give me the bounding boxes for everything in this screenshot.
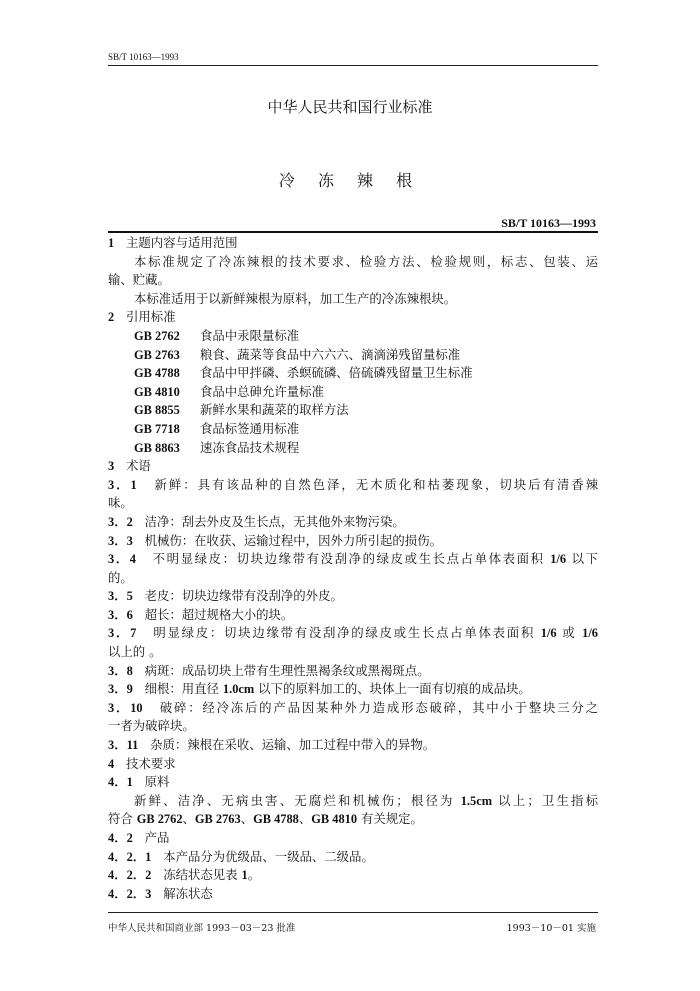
footer-approval: 中华人民共和国商业部 1993－03－23 批准 (108, 923, 296, 934)
header-code: SB/T 10163—1993 (108, 52, 179, 62)
section-4-2-2: 4．2．2 冻结状态见表 1。 (108, 867, 261, 883)
reference-item: GB 8863 速冻食品技术规程 (134, 439, 300, 455)
section-4-1-para: 新鲜、洁净、无病虫害、无腐烂和机械伤；根径为 1.5cm 以上；卫生指标 (134, 792, 598, 808)
section-4-2-heading: 4．2 产品 (108, 830, 170, 845)
term-3-6: 3．6 超长：超过规格大小的块。 (108, 606, 294, 622)
standard-number: SB/T 10163—1993 (501, 216, 596, 230)
term-3-1: 3．1 新鲜：具有该品种的自然色泽，无木质化和枯萎现象，切块后有清香辣 (108, 476, 599, 492)
reference-item: GB 4810 食品中总砷允许量标准 (134, 383, 324, 399)
section-4-2-1: 4．2．1 本产品分为优级品、一级品、二级品。 (108, 848, 374, 864)
term-3-2: 3．2 洁净：刮去外皮及生长点，无其他外来物污染。 (108, 513, 405, 529)
reference-item: GB 8855 新鲜水果和蔬菜的取样方法 (134, 402, 349, 418)
term-3-9: 3．9 细根：用直径 1.0cm 以下的原料加工的、块体上一面有切痕的成品块。 (108, 681, 531, 697)
term-3-5: 3．5 老皮：切块边缘带有没刮净的外皮。 (108, 588, 343, 604)
title-rule (108, 231, 598, 233)
footer-implementation: 1993－10－01 实施 (506, 923, 596, 934)
reference-item: GB 4788 食品中甲拌磷、杀螟硫磷、倍硫磷残留量卫生标准 (134, 365, 473, 381)
header-rule (108, 65, 598, 66)
term-3-11: 3．11 杂质：辣根在采收、运输、加工过程中带入的异物。 (108, 737, 436, 753)
term-3-3: 3．3 机械伤：在收获、运输过程中，因外力所引起的损伤。 (108, 532, 442, 548)
section-4-2-3: 4．2．3 解冻状态 (108, 885, 213, 901)
section-4-1-heading: 4．1 原料 (108, 774, 170, 790)
section-1-para-2: 本标准适用于以新鲜辣根为原料，加工生产的冷冻辣根块。 (134, 290, 457, 306)
reference-item: GB 7718 食品标签通用标准 (134, 420, 300, 436)
term-3-7-cont: 以上的 。 (108, 644, 162, 660)
reference-item: GB 2763 粮食、蔬菜等食品中六六六、滴滴涕残留量标准 (134, 346, 461, 362)
term-3-8: 3．8 病斑：成品切块上带有生理性黑褐条纹或黑褐斑点。 (108, 662, 430, 678)
section-3-heading: 3 术语 (108, 458, 151, 474)
section-4-1-para-cont: 符合 GB 2762、GB 2763、GB 4788、GB 4810 有关规定。 (108, 811, 423, 827)
term-3-4-cont: 的。 (108, 569, 133, 585)
term-3-10-cont: 一者为破碎块。 (108, 718, 195, 734)
section-1-para-1: 本标准规定了冷冻辣根的技术要求、检验方法、检验规则，标志、包装、运 (134, 253, 598, 269)
term-3-7: 3．7 明显绿皮：切块边缘带有没刮净的绿皮或生长点占单体表面积 1/6 或 1/6 (108, 625, 598, 641)
section-1-para-1-cont: 输、贮藏。 (108, 272, 170, 288)
document-body (108, 234, 598, 903)
doc-title: 冷 冻 辣 根 (278, 171, 422, 190)
term-3-4: 3．4 不明显绿皮：切块边缘带有没刮净的绿皮或生长点占单体表面积 1/6 以下 (108, 551, 598, 567)
org-title: 中华人民共和国行业标准 (267, 98, 433, 116)
footer-rule (108, 912, 598, 913)
section-2-heading: 2 引用标准 (108, 309, 176, 325)
term-3-1-cont: 味。 (108, 495, 133, 511)
term-3-10: 3．10 破碎：经冷冻后的产品因某种外力造成形态破碎，其中小于整块三分之 (108, 699, 599, 715)
reference-item: GB 2762 食品中汞限量标准 (134, 327, 300, 343)
section-4-heading: 4 技术要求 (108, 755, 176, 771)
section-1-heading: 1 主题内容与适用范围 (108, 235, 238, 250)
